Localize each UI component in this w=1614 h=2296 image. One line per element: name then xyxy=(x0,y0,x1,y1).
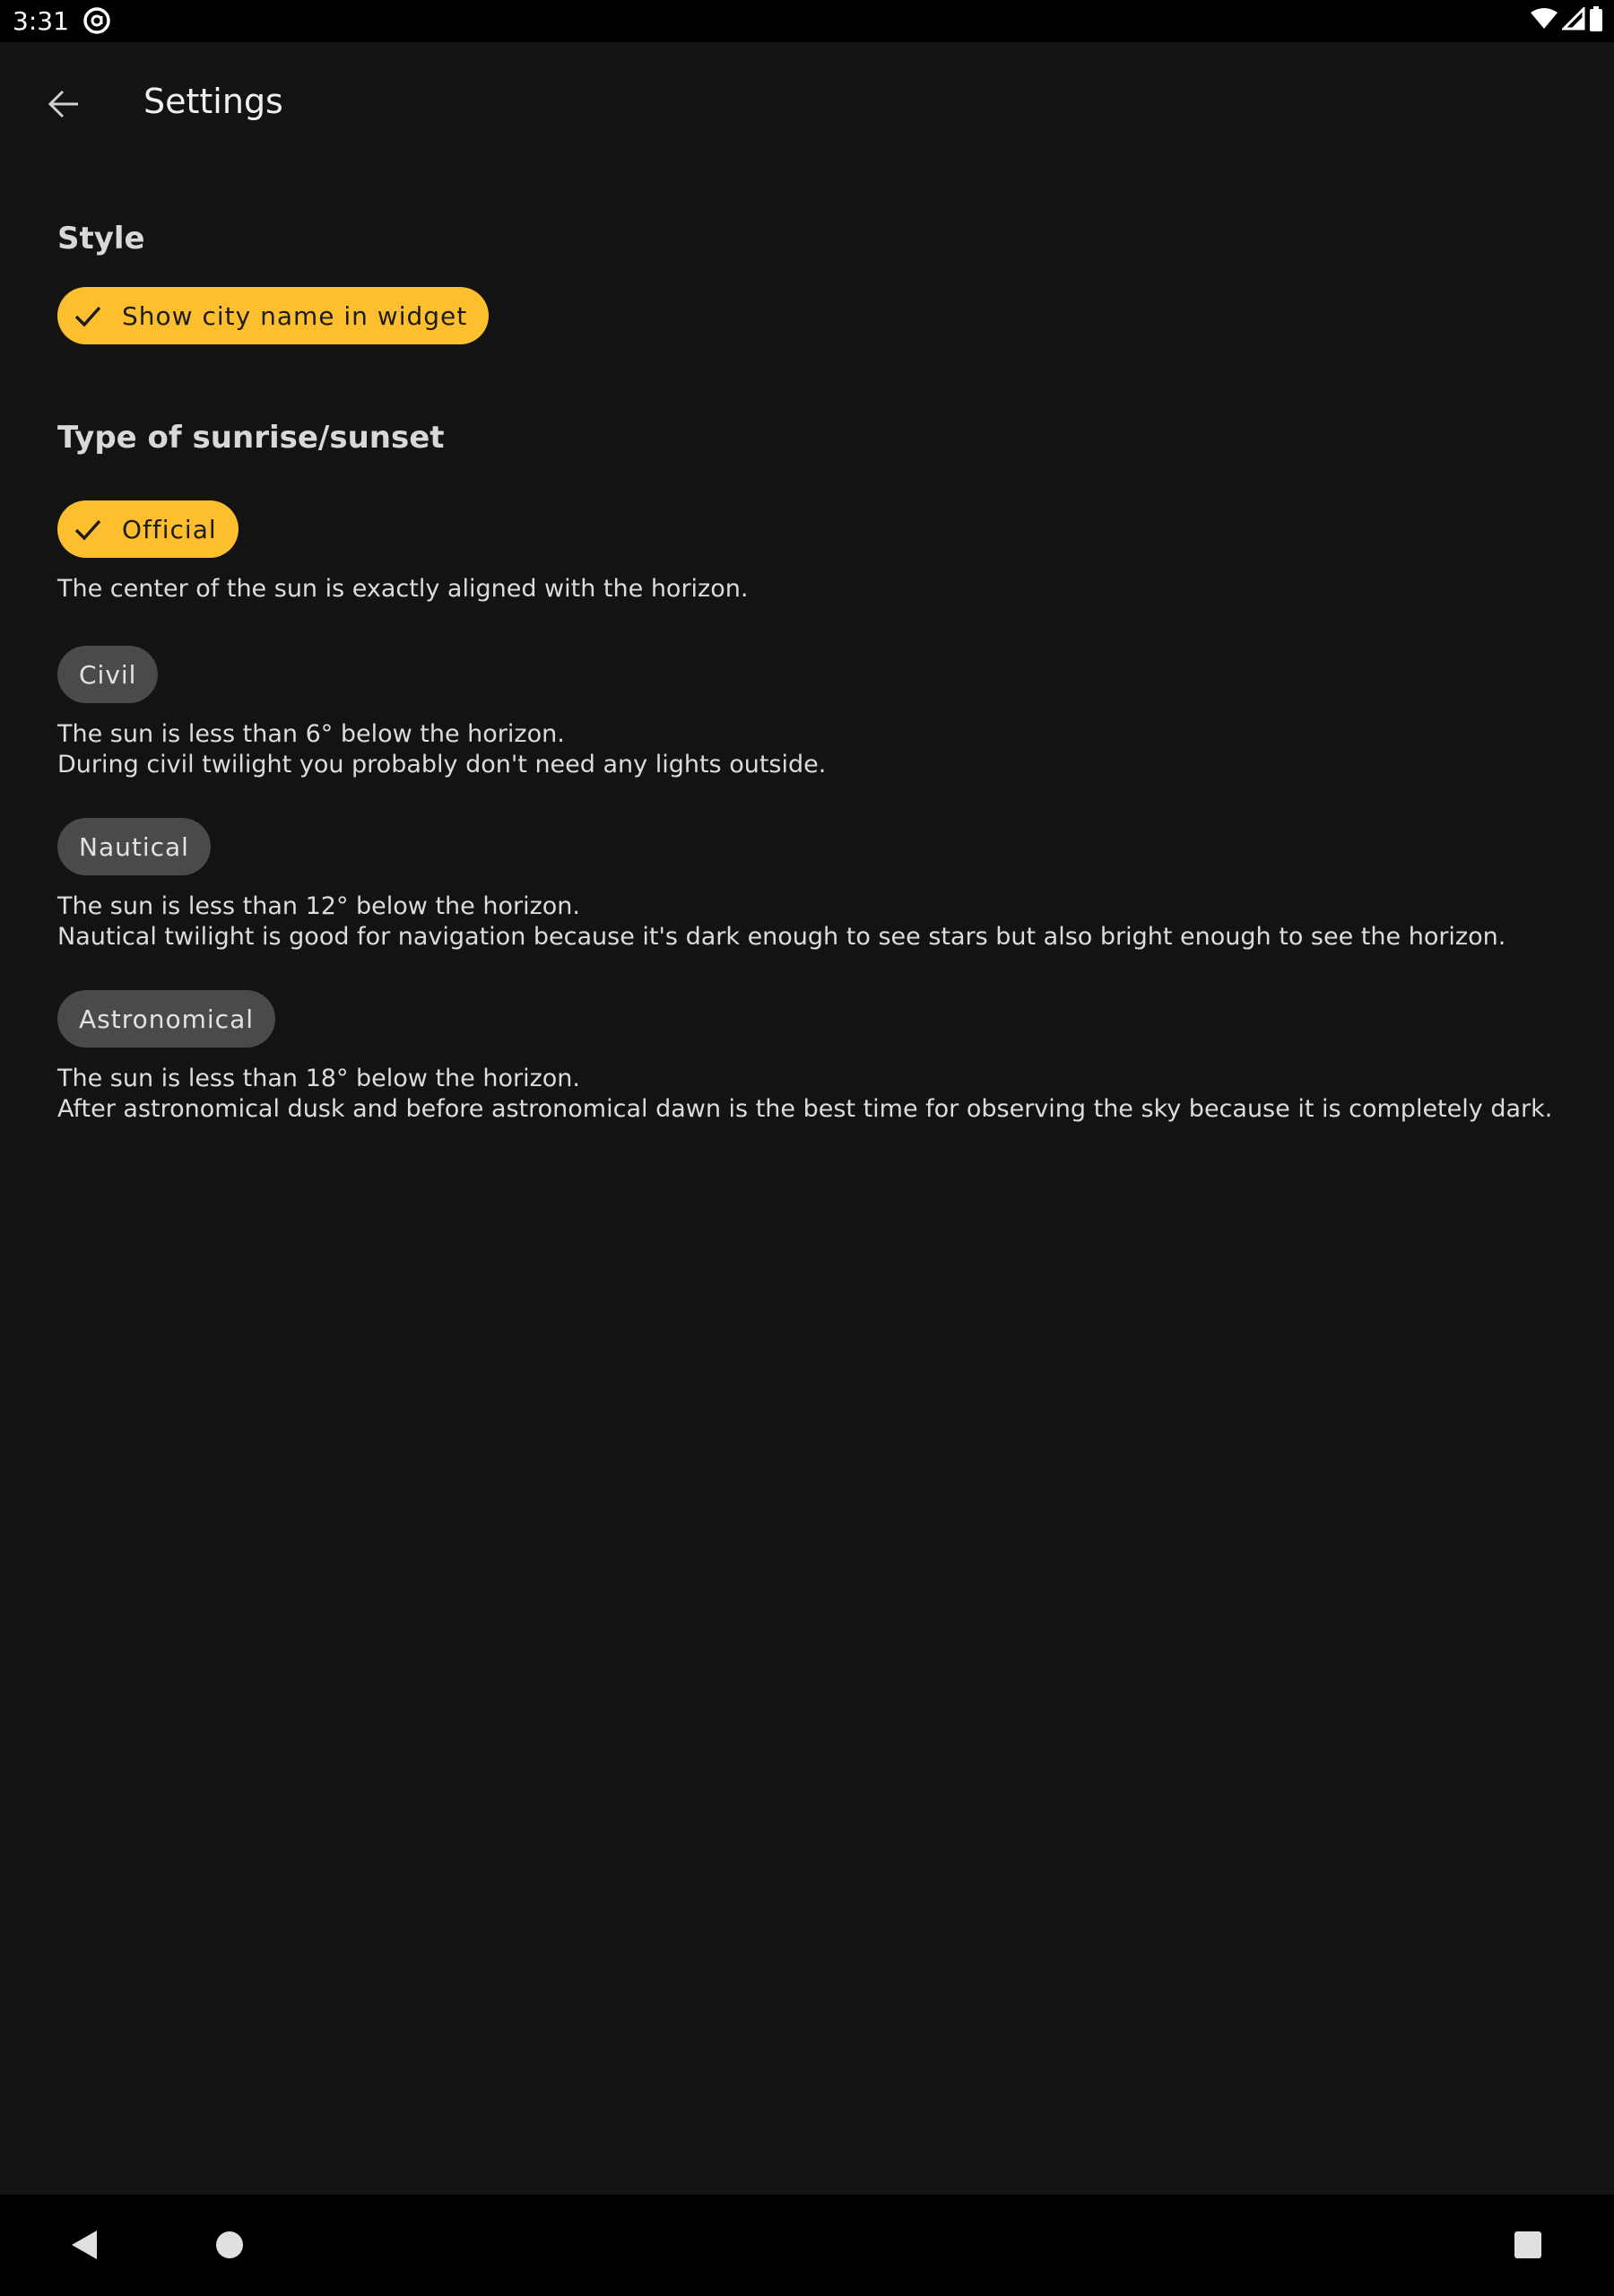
chip-label: Civil xyxy=(79,659,137,690)
nav-recents-square-icon[interactable] xyxy=(1514,2231,1542,2263)
nautical-description-line-2: Nautical twilight is good for navigation because it's dark enough to see stars but also bright enough to see the horizon. xyxy=(57,923,1506,951)
check-icon xyxy=(70,511,106,547)
official-description: The center of the sun is exactly aligned with the horizon. xyxy=(57,575,749,603)
cell-signal-icon xyxy=(1562,7,1585,34)
system-nav-bar xyxy=(0,2195,1614,2296)
page-title: Settings xyxy=(143,82,283,121)
wifi-icon xyxy=(1530,7,1558,34)
civil-description-line-1: The sun is less than 6° below the horizon. xyxy=(57,720,565,748)
settings-content xyxy=(57,215,1564,1125)
astronomical-description-line-1: The sun is less than 18° below the horizon. xyxy=(57,1065,580,1092)
civil-description-line-2: During civil twilight you probably don't need any lights outside. xyxy=(57,751,827,778)
battery-icon xyxy=(1589,6,1603,35)
status-bar xyxy=(0,0,1614,42)
astronomical-chip[interactable] xyxy=(57,990,275,1048)
arrow-back-icon xyxy=(48,88,80,124)
nav-back-triangle-icon[interactable] xyxy=(70,2229,99,2265)
status-icons xyxy=(1530,8,1603,33)
check-icon xyxy=(70,298,106,334)
style-section-heading: Style xyxy=(57,221,145,257)
status-time: 3:31 xyxy=(13,6,69,36)
back-button[interactable] xyxy=(36,78,91,134)
nav-home-circle-icon[interactable] xyxy=(214,2230,245,2264)
sunrise-type-heading: Type of sunrise/sunset xyxy=(57,420,445,456)
chip-label: Official xyxy=(122,514,217,544)
nautical-chip[interactable] xyxy=(57,818,211,875)
show-city-name-chip[interactable] xyxy=(57,287,489,344)
nautical-description-line-1: The sun is less than 12° below the horizon. xyxy=(57,892,580,920)
chip-label: Nautical xyxy=(79,831,189,862)
astronomical-description-line-2: After astronomical dusk and before astronomical dawn is the best time for observing the sky because it is completely dark. xyxy=(57,1095,1553,1123)
civil-chip[interactable] xyxy=(57,646,158,703)
at-sign-icon xyxy=(82,6,111,35)
chip-label: Show city name in widget xyxy=(122,300,468,331)
chip-label: Astronomical xyxy=(79,1004,255,1034)
official-chip[interactable] xyxy=(57,500,239,558)
app-bar xyxy=(0,42,1614,159)
